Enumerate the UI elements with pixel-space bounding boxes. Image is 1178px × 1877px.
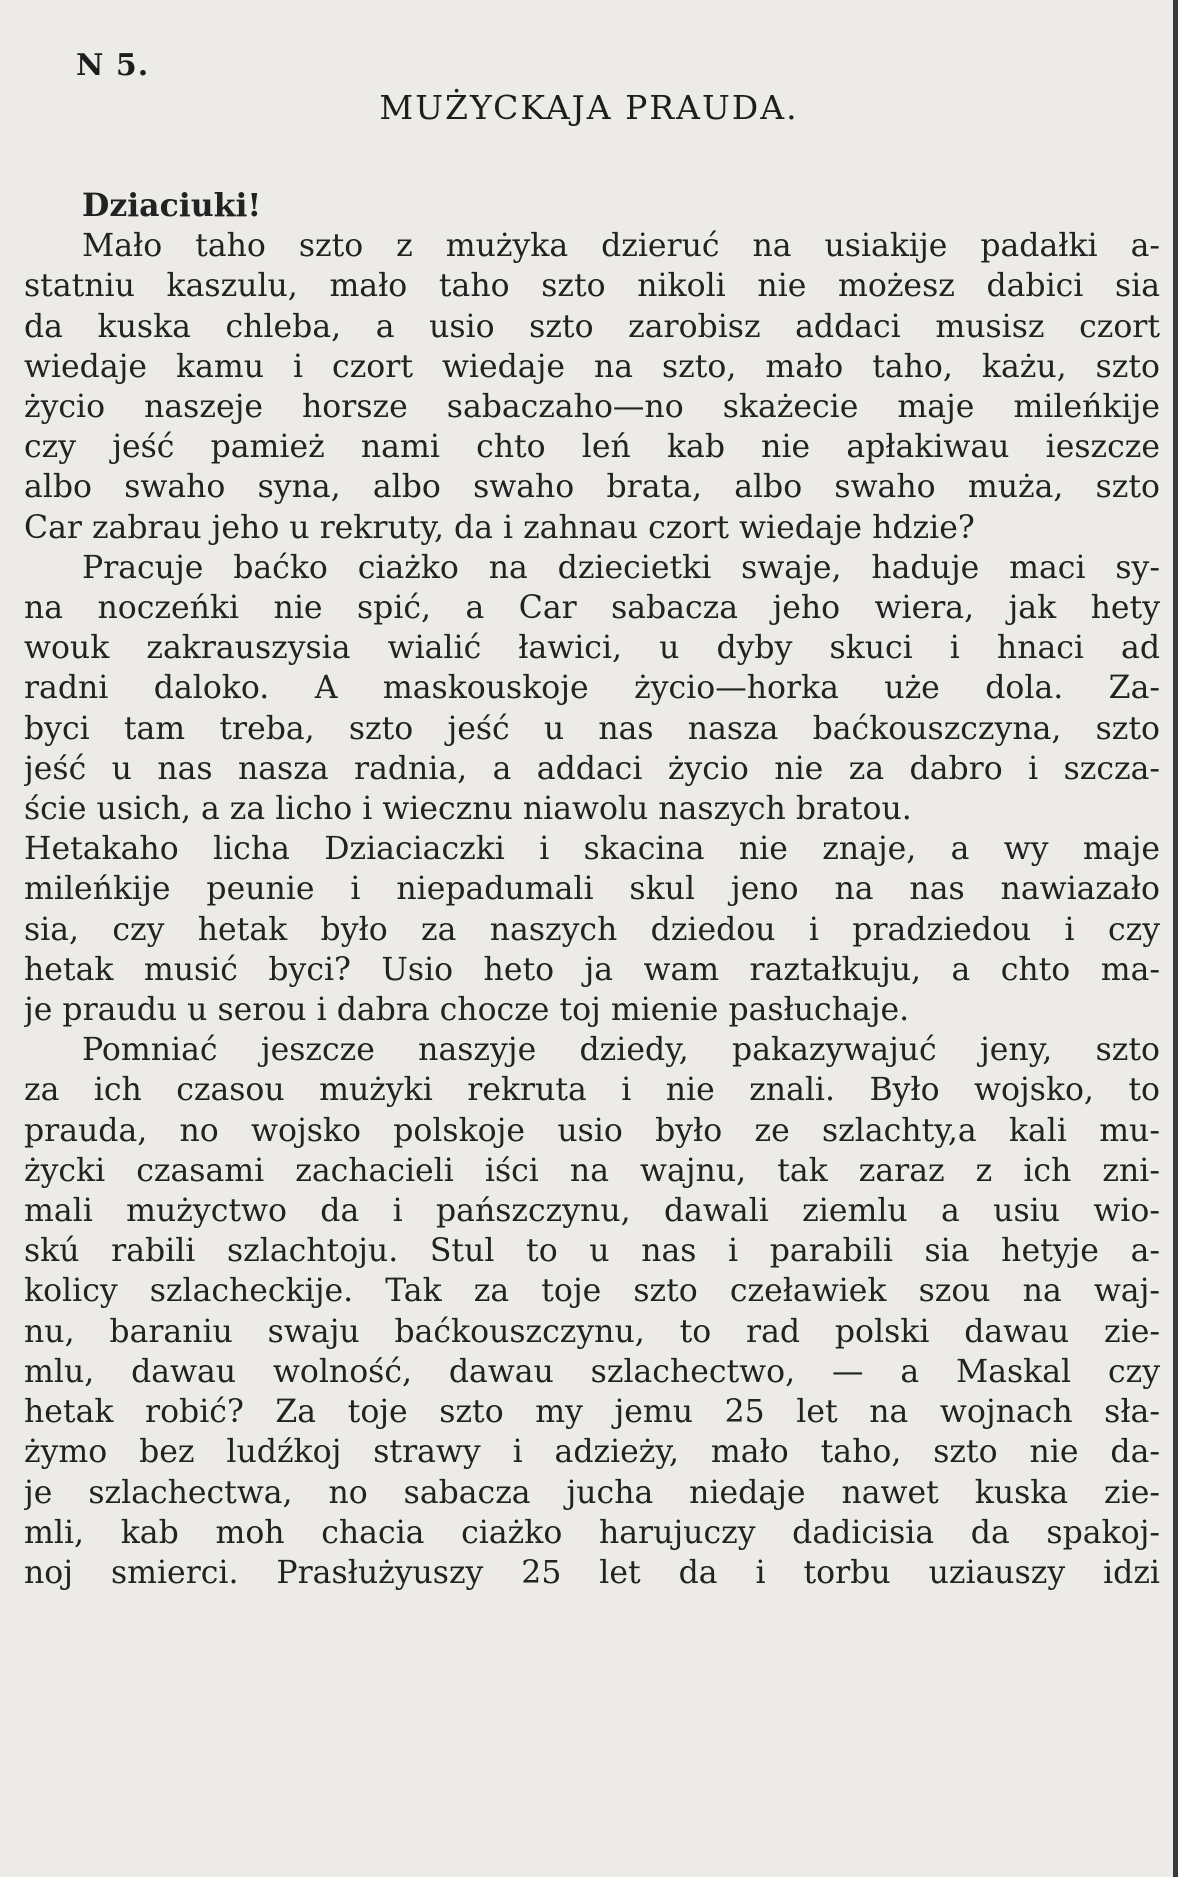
article-body [24,186,1160,1593]
text-line: Car zabrau jeho u rekruty, da i zahnau czort wiedaje hdzie? [24,509,975,546]
text-line: wiedaje kamu i czort wiedaje na szto, mało taho, każu, szto [24,348,1160,385]
issue-number: N 5. [76,48,150,83]
text-line: prauda, no wojsko polskoje usio było ze szlachty,a kali mu- [24,1112,1160,1149]
text-line: nu, baraniu swaju baćkouszczynu, to rad polski dawau zie- [24,1313,1160,1350]
text-line: sia, czy hetak było za naszych dziedou i pradziedou i czy [24,911,1160,948]
page-edge [1173,0,1178,1877]
text-line: na noczeńki nie spić, a Car sabacza jeho wiera, jak hety [24,590,1160,627]
text-line: za ich czasou mużyki rekruta i nie znali. Było wojsko, to [24,1072,1160,1109]
text-line: wouk zakrauszysia wialić ławici, u dyby skuci i hnaci ad [24,630,1160,667]
text-line: czy jeść pamież nami chto leń kab nie apłakiwau ieszcze [24,429,1160,466]
article-lines [24,226,1160,1593]
text-line: mlu, dawau wolność, dawau szlachectwo, — a Maskal czy [24,1353,1160,1390]
text-line: życio naszeje horsze sabaczaho—no skażecie maje mileńkije [24,389,1160,426]
text-line: radni daloko. A maskouskoje życio—horka uże dola. Za- [24,670,1160,707]
text-line: noj smierci. Prasłużyuszy 25 let da i torbu uziauszy idzi [24,1554,1160,1591]
text-line: Hetakaho licha Dziaciaczki i skacina nie znaje, a wy maje [24,831,1160,868]
text-line: kolicy szlacheckije. Tak za toje szto czeławiek szou na waj- [24,1273,1160,1310]
text-line: je praudu u serou i dabra chocze toj mienie pasłuchaje. [24,992,910,1029]
greeting: Dziaciuki! [82,187,262,224]
page-title: MUŻYCKAJA PRAUDA. [379,88,799,127]
text-line: żymo bez ludźkoj strawy i adzieży, mało taho, szto nie da- [24,1434,1160,1471]
text-line: hetak robić? Za toje szto my jemu 25 let na wojnach sła- [24,1394,1160,1431]
text-line: da kuska chleba, a usio szto zarobisz addaci musisz czort [24,308,1160,345]
text-line: ście usich, a za licho i wiecznu niawolu naszych bratou. [24,791,912,828]
text-line: Pracuje baćko ciażko na dziecietki swaje, haduje maci sy- [82,549,1160,586]
text-line: skú rabili szlachtoju. Stul to u nas i parabili sia hetyje a- [24,1233,1160,1270]
text-line: mileńkije peunie i niepadumali skul jeno na nas nawiazało [24,871,1160,908]
text-line: byci tam treba, szto jeść u nas nasza baćkouszczyna, szto [24,710,1160,747]
text-line: jeść u nas nasza radnia, a addaci życio nie za dabro i szcza- [24,750,1160,787]
text-line: albo swaho syna, albo swaho brata, albo swaho muża, szto [24,469,1160,506]
text-line: statniu kaszulu, mało taho szto nikoli nie możesz dabici sia [24,268,1160,305]
text-line: mli, kab moh chacia ciażko harujuczy dadicisia da spakoj- [24,1514,1160,1551]
text-line: hetak musić byci? Usio heto ja wam raztałkuju, a chto ma- [24,951,1160,988]
text-line: Mało taho szto z mużyka dzieruć na usiakije padałki a- [82,228,1160,265]
text-line: życki czasami zachacieli iści na wajnu, tak zaraz z ich zni- [24,1152,1160,1189]
text-line: mali mużyctwo da i pańszczynu, dawali ziemlu a usiu wio- [24,1193,1160,1230]
text-line: je szlachectwa, no sabacza jucha niedaje nawet kuska zie- [24,1474,1160,1511]
text-line: Pomniać jeszcze naszyje dziedy, pakazywajuć jeny, szto [82,1032,1160,1069]
